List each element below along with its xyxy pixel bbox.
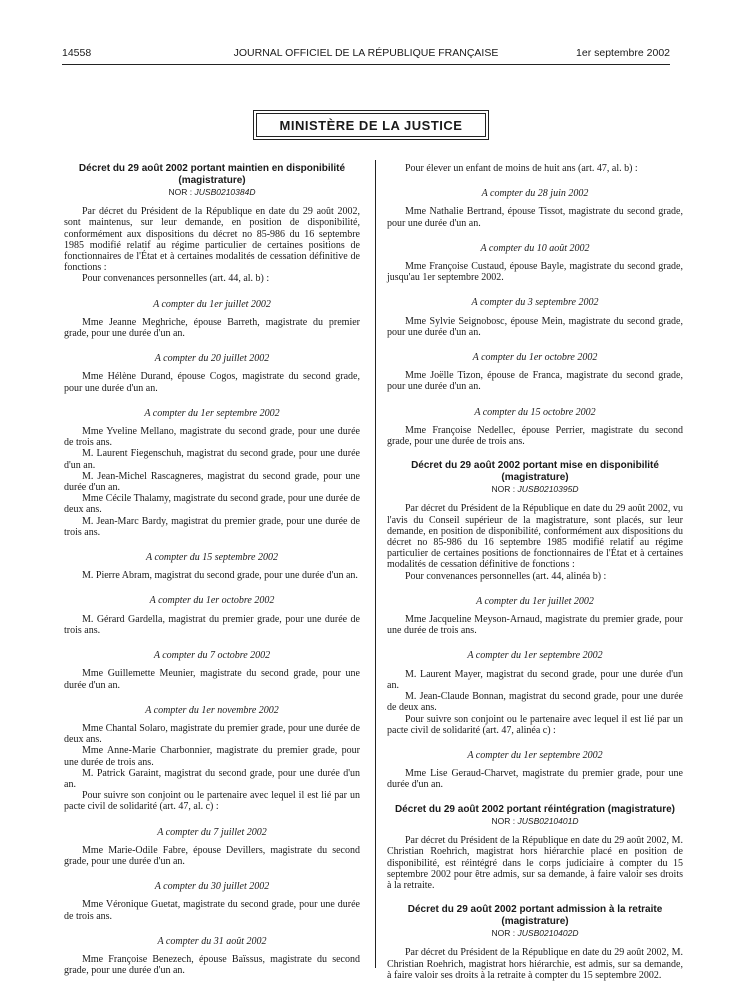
entry: M. Laurent Mayer, magistrat du second grade, pour une durée d'un an. [387,668,683,691]
reason-line: Pour élever un enfant de moins de huit ans (art. 47, al. b) : [405,163,638,174]
decree-title: Décret du 29 août 2002 portant admission à la retraite (magistrature) [407,904,663,927]
entry: M. Laurent Fiegenschuh, magistrat du second grade, pour une durée d'un an. [64,448,360,471]
effective-date: A compter du 7 octobre 2002 [153,650,271,662]
decree-title: Décret du 29 août 2002 portant mise en disponibilité (magistrature) [411,460,659,483]
entry: M. Pierre Abram, magistrat du second grade, pour une durée d'un an. [82,570,358,582]
entry: Mme Françoise Nedellec, épouse Perrier, magistrate du second grade, pour une durée de trois ans. [387,424,683,448]
entry: M. Jean-Marc Bardy, magistrat du premier grade, pour une durée de trois ans. [64,515,360,538]
column-divider [375,160,376,968]
entry: Mme Françoise Custaud, épouse Bayle, magistrate du second grade, jusqu'au 1er septembre 2002. [387,261,683,284]
decree-intro: Par décret du Président de la République en date du 29 août 2002, vu l'avis du Conseil supérieur de la magistrature, sont placés, sur leur demande, en position de disponibilité, conformément aux dispositions du décret no 85-986 du 16 septembre 1985 modifié relatif au régime particulier de certaines positions de fonctionnaires de l'État et à certaines modalités de cessation définitive de fonctions : [387,503,683,571]
page-number: 14558 [62,47,92,59]
entry: Mme Jeanne Meghriche, épouse Barreth, magistrate du premier grade, pour une durée d'un an. [64,316,360,340]
entry: Mme Nathalie Bertrand, épouse Tissot, magistrate du second grade, pour une durée d'un an. [387,206,683,229]
header-rule [62,64,670,65]
section-gap [387,791,683,804]
decree-text: Par décret du Président de la République en date du 29 août 2002, M. Christian Roehrich, magistrat hors hiérarchie placé en position de disponibilité, est réintégré dans le corps judiciaire à compter du 15 septembre 2002 pour être admis, sur sa demande, à faire valoir ses droits à la retraite. [387,835,683,892]
entry: Mme Lise Geraud-Charvet, magistrate du premier grade, pour une durée d'un an. [387,768,683,791]
entry: Mme Anne-Marie Charbonnier, magistrate du premier grade, pour une durée de trois ans. [64,745,360,768]
effective-date: A compter du 15 septembre 2002 [146,552,278,564]
entry: M. Jean-Michel Rascagneres, magistrat du second grade, pour une durée d'un an. [64,470,360,494]
effective-date: A compter du 31 août 2002 [157,935,267,947]
decree-title: Décret du 29 août 2002 portant réintégration (magistrature) [394,803,676,815]
effective-date: A compter du 7 juillet 2002 [157,826,267,838]
reason-line: Pour suivre son conjoint ou le partenaire avec lequel il est lié par un pacte civil de solidarité (art. 47, al. c) : [64,790,360,813]
decree-title: Décret du 29 août 2002 portant maintien en disponibilité (magistrature) [78,163,346,186]
effective-date: A compter du 1er septembre 2002 [144,407,280,419]
entry: M. Jean-Claude Bonnan, magistrat du second grade, pour une durée de deux ans. [387,691,683,714]
effective-date: A compter du 15 octobre 2002 [474,406,596,418]
entry: Mme Cécile Thalamy, magistrate du second grade, pour une durée de deux ans. [64,493,360,516]
entry: Mme Sylvie Seignobosc, épouse Mein, magistrate du second grade, pour une durée d'un an. [387,315,683,338]
section-gap [387,447,683,460]
entry: Mme Jacqueline Meyson-Arnaud, magistrate du premier grade, pour une durée de trois ans. [387,614,683,637]
effective-date: A compter du 3 septembre 2002 [471,297,599,309]
left-column [64,163,360,976]
page-header [62,47,670,61]
nor-reference: NOR : JUSB0210402D [491,928,579,939]
decree-text: Par décret du Président de la République en date du 29 août 2002, M. Christian Roehrich, magistrat hors hiérarchie, est admis, sur sa demande, à faire valoir ses droits à la retraite à compter du 15 septembre 2002. [387,947,683,981]
entry: Mme Guillemette Meunier, magistrate du second grade, pour une durée d'un an. [64,668,360,691]
nor-reference: NOR : JUSB0210384D [168,187,256,197]
effective-date: A compter du 30 juillet 2002 [154,881,270,893]
entry: Mme Chantal Solaro, magistrate du premier grade, pour une durée de deux ans. [64,722,360,746]
effective-date: A compter du 10 août 2002 [480,242,590,254]
effective-date: A compter du 1er octobre 2002 [149,595,275,607]
effective-date: A compter du 1er septembre 2002 [467,650,603,662]
entry: Mme Yveline Mellano, magistrate du second grade, pour une durée de trois ans. [64,426,360,449]
journal-title: JOURNAL OFFICIEL DE LA RÉPUBLIQUE FRANÇAISE [233,47,499,59]
entry: Mme Marie-Odile Fabre, épouse Devillers, magistrate du second grade, pour une durée d'un an. [64,844,360,867]
effective-date: A compter du 1er octobre 2002 [472,352,598,364]
entry: Mme Véronique Guetat, magistrate du second grade, pour une durée de trois ans. [64,899,360,922]
effective-date: A compter du 28 juin 2002 [481,188,589,200]
decree-intro: Par décret du Président de la République en date du 29 août 2002, sont maintenus, sur leur demande, en position de disponibilité, conformément aux dispositions du décret no 85-986 du 16 septembre 1985 modifié relatif au régime particulier de certaines positions de fonctionnaires de l'État et à certaines modalités de cessation définitive de fonctions : [64,206,360,274]
reason-line: Pour convenances personnelles (art. 44, alinéa b) : [405,570,607,582]
issue-date: 1er septembre 2002 [576,47,670,59]
effective-date: A compter du 1er juillet 2002 [476,595,594,607]
reason-line: Pour convenances personnelles (art. 44, al. b) : [82,273,270,285]
right-column [387,163,683,981]
reason-line: Pour suivre son conjoint ou le partenaire avec lequel il est lié par un pacte civil de solidarité (art. 47, alinéa c) : [387,713,683,736]
entry: Mme Françoise Benezech, épouse Baïssus, magistrate du second grade, pour une durée d'un an. [64,953,360,977]
entry: Mme Hélène Durand, épouse Cogos, magistrate du second grade, pour une durée d'un an. [64,371,360,394]
entry: Mme Joëlle Tizon, épouse de Franca, magistrate du second grade, pour une durée d'un an. [387,370,683,393]
entry: M. Patrick Garaint, magistrat du second grade, pour une durée d'un an. [64,767,360,790]
entry: M. Gérard Gardella, magistrat du premier grade, pour une durée de trois ans. [64,613,360,636]
effective-date: A compter du 1er novembre 2002 [145,704,279,716]
effective-date: A compter du 1er septembre 2002 [467,749,603,761]
nor-reference: NOR : JUSB0210401D [491,816,579,827]
effective-date: A compter du 1er juillet 2002 [153,298,271,310]
section-gap [387,891,683,904]
nor-reference: NOR : JUSB0210395D [491,484,579,495]
effective-date: A compter du 20 juillet 2002 [154,353,270,365]
ministry-title: MINISTÈRE DE LA JUSTICE [256,113,486,137]
